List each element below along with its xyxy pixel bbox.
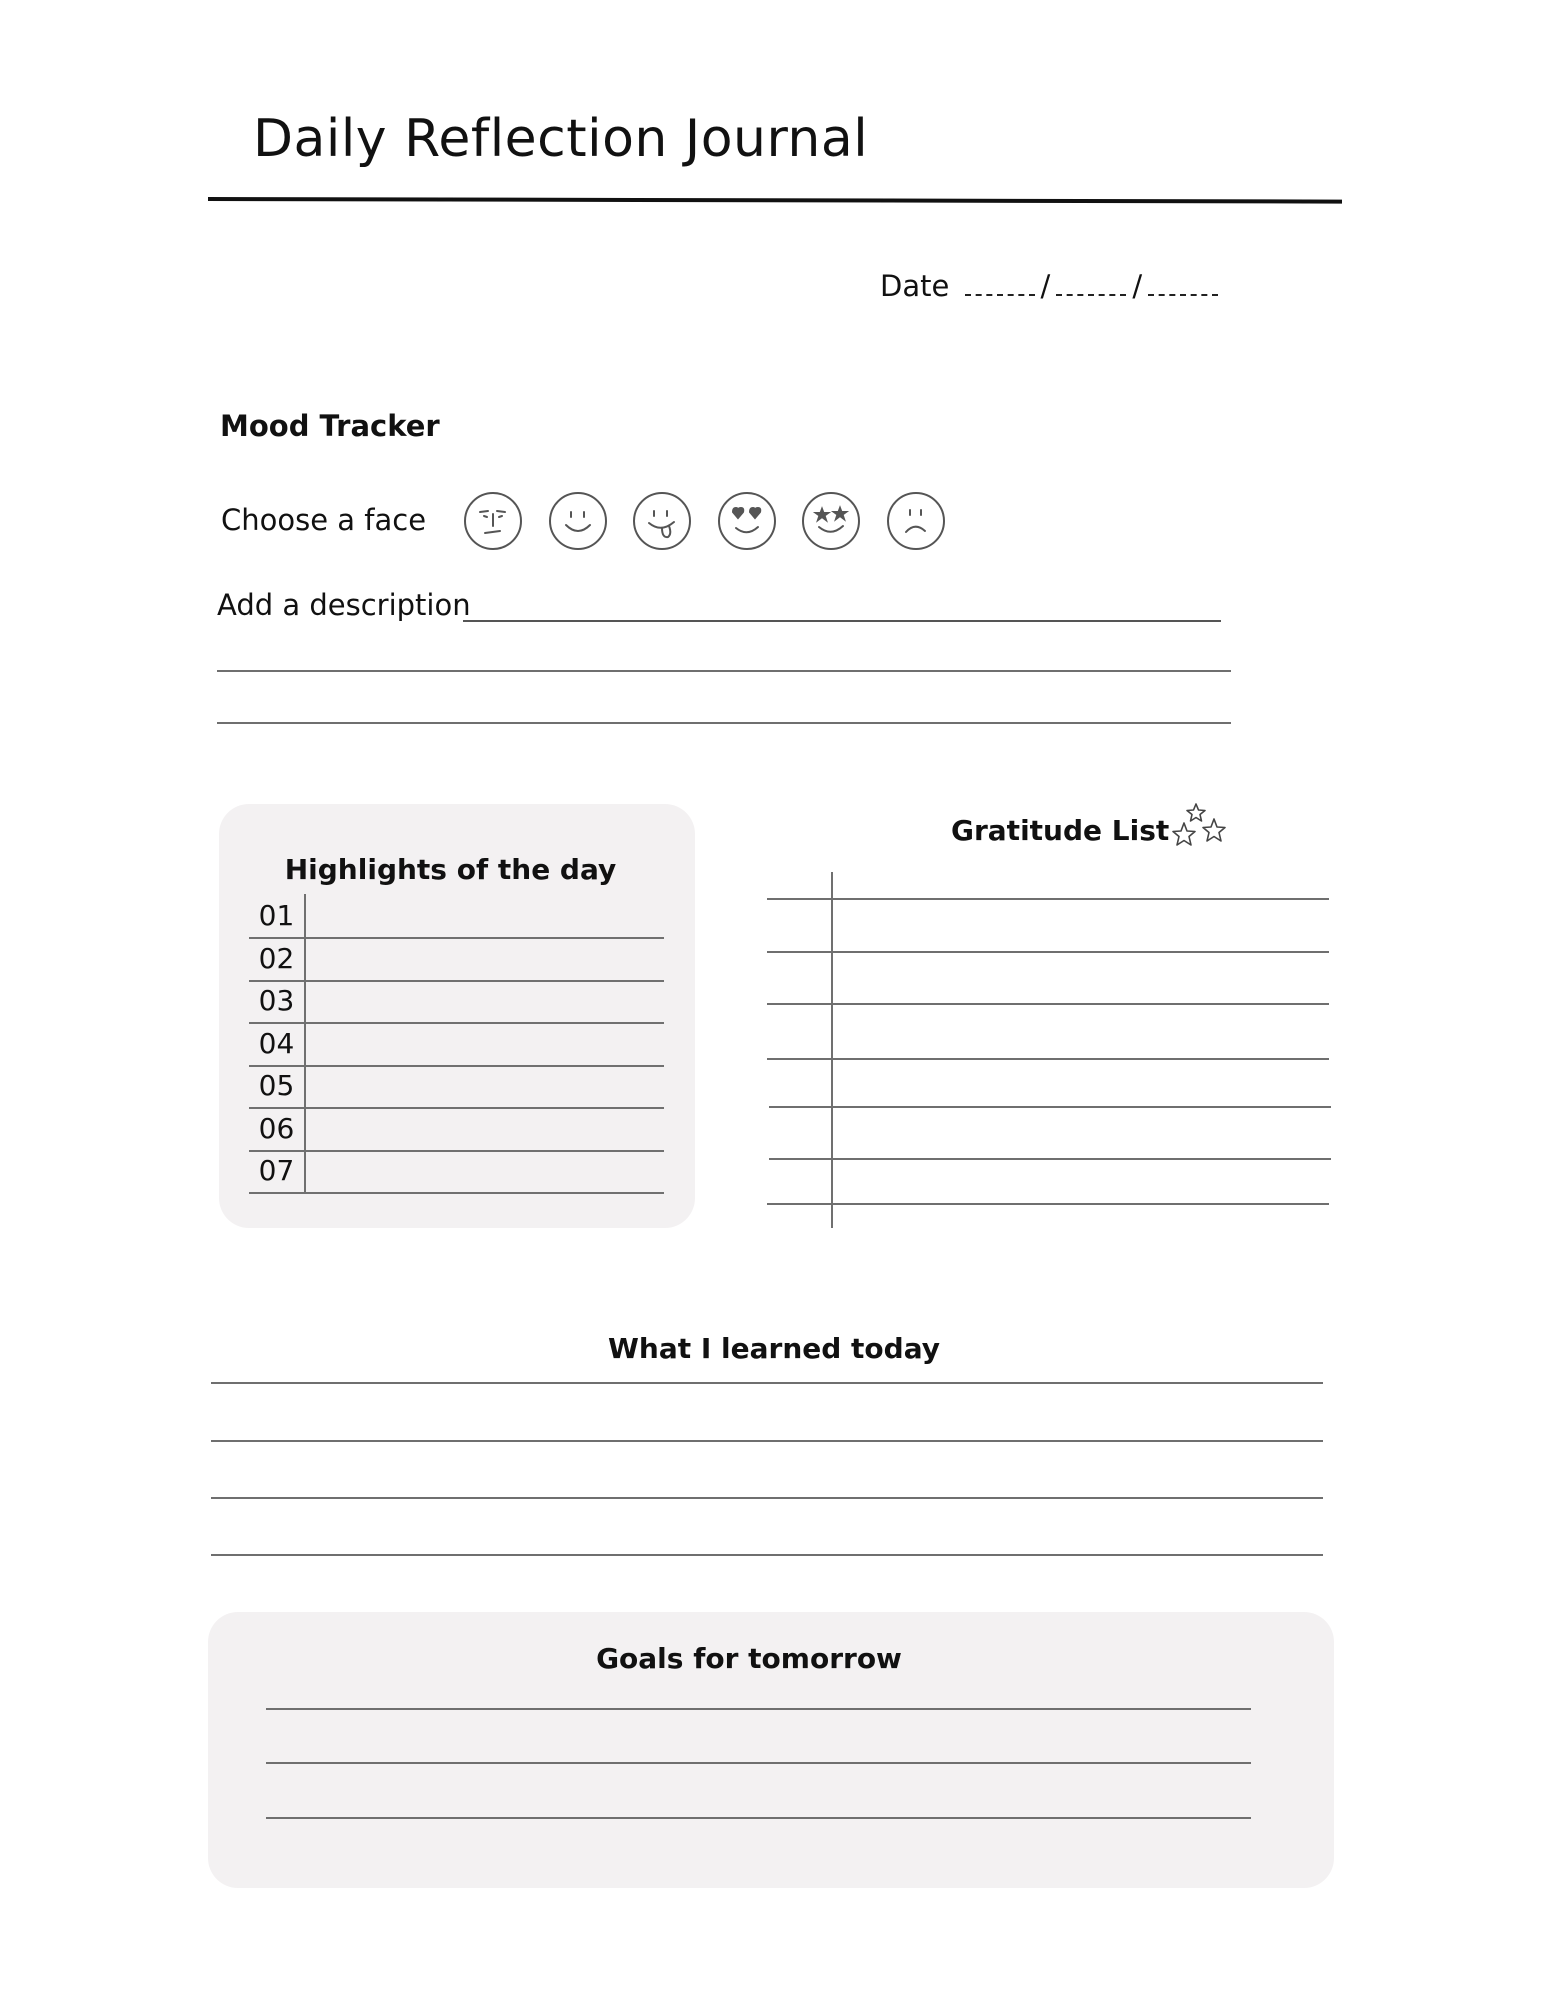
gratitude-line[interactable] [767,1203,1329,1205]
highlight-row[interactable] [249,1149,664,1194]
date-year-blank[interactable] [1148,274,1218,296]
highlight-row[interactable] [249,1107,664,1152]
description-line[interactable] [217,722,1231,724]
goals-line[interactable] [266,1708,1251,1710]
goals-heading: Goals for tomorrow [596,1642,902,1675]
gratitude-line[interactable] [769,1106,1331,1108]
gratitude-line[interactable] [767,898,1329,900]
description-label: Add a description [217,588,471,622]
highlight-number: 03 [249,979,306,1022]
learned-heading: What I learned today [608,1332,940,1365]
learned-line[interactable] [211,1440,1323,1442]
highlight-number: 04 [249,1022,306,1065]
description-line[interactable] [463,620,1221,622]
goals-line[interactable] [266,1817,1251,1819]
date-separator: / [1132,269,1143,303]
title-divider [208,197,1342,204]
highlight-number: 05 [249,1064,306,1107]
highlight-row[interactable] [249,894,664,939]
description-line[interactable] [217,670,1231,672]
stars-icon [1170,802,1232,858]
gratitude-line[interactable] [767,951,1329,953]
annoyed-face-icon[interactable] [462,490,524,552]
goals-line[interactable] [266,1762,1251,1764]
smiling-face-icon[interactable] [547,490,609,552]
gratitude-heading: Gratitude List [951,814,1170,847]
highlight-number: 07 [249,1149,306,1192]
heart-eyes-face-icon[interactable] [716,490,778,552]
highlight-row[interactable] [249,1022,664,1067]
date-label: Date [880,269,950,303]
highlight-row[interactable] [249,979,664,1024]
date-separator: / [1040,269,1051,303]
gratitude-line[interactable] [767,1003,1329,1005]
highlight-number: 06 [249,1107,306,1150]
highlight-number: 02 [249,937,306,980]
choose-face-label: Choose a face [221,503,427,537]
mood-faces [462,490,969,552]
date-month-blank[interactable] [1056,274,1126,296]
mood-tracker-heading: Mood Tracker [220,409,440,443]
learned-line[interactable] [211,1382,1323,1384]
learned-line[interactable] [211,1554,1323,1556]
highlight-row[interactable] [249,1064,664,1109]
highlights-heading: Highlights of the day [284,853,617,886]
highlight-row[interactable] [249,937,664,982]
date-day-blank[interactable] [965,274,1035,296]
sad-face-icon[interactable] [885,490,947,552]
page-title: Daily Reflection Journal [253,109,869,169]
highlight-number: 01 [249,894,306,937]
star-eyes-face-icon[interactable] [800,490,862,552]
tongue-out-face-icon[interactable] [631,490,693,552]
gratitude-line[interactable] [769,1158,1331,1160]
learned-line[interactable] [211,1497,1323,1499]
gratitude-line[interactable] [767,1058,1329,1060]
gratitude-margin-line [831,872,833,1228]
date-field[interactable] [880,266,1224,306]
